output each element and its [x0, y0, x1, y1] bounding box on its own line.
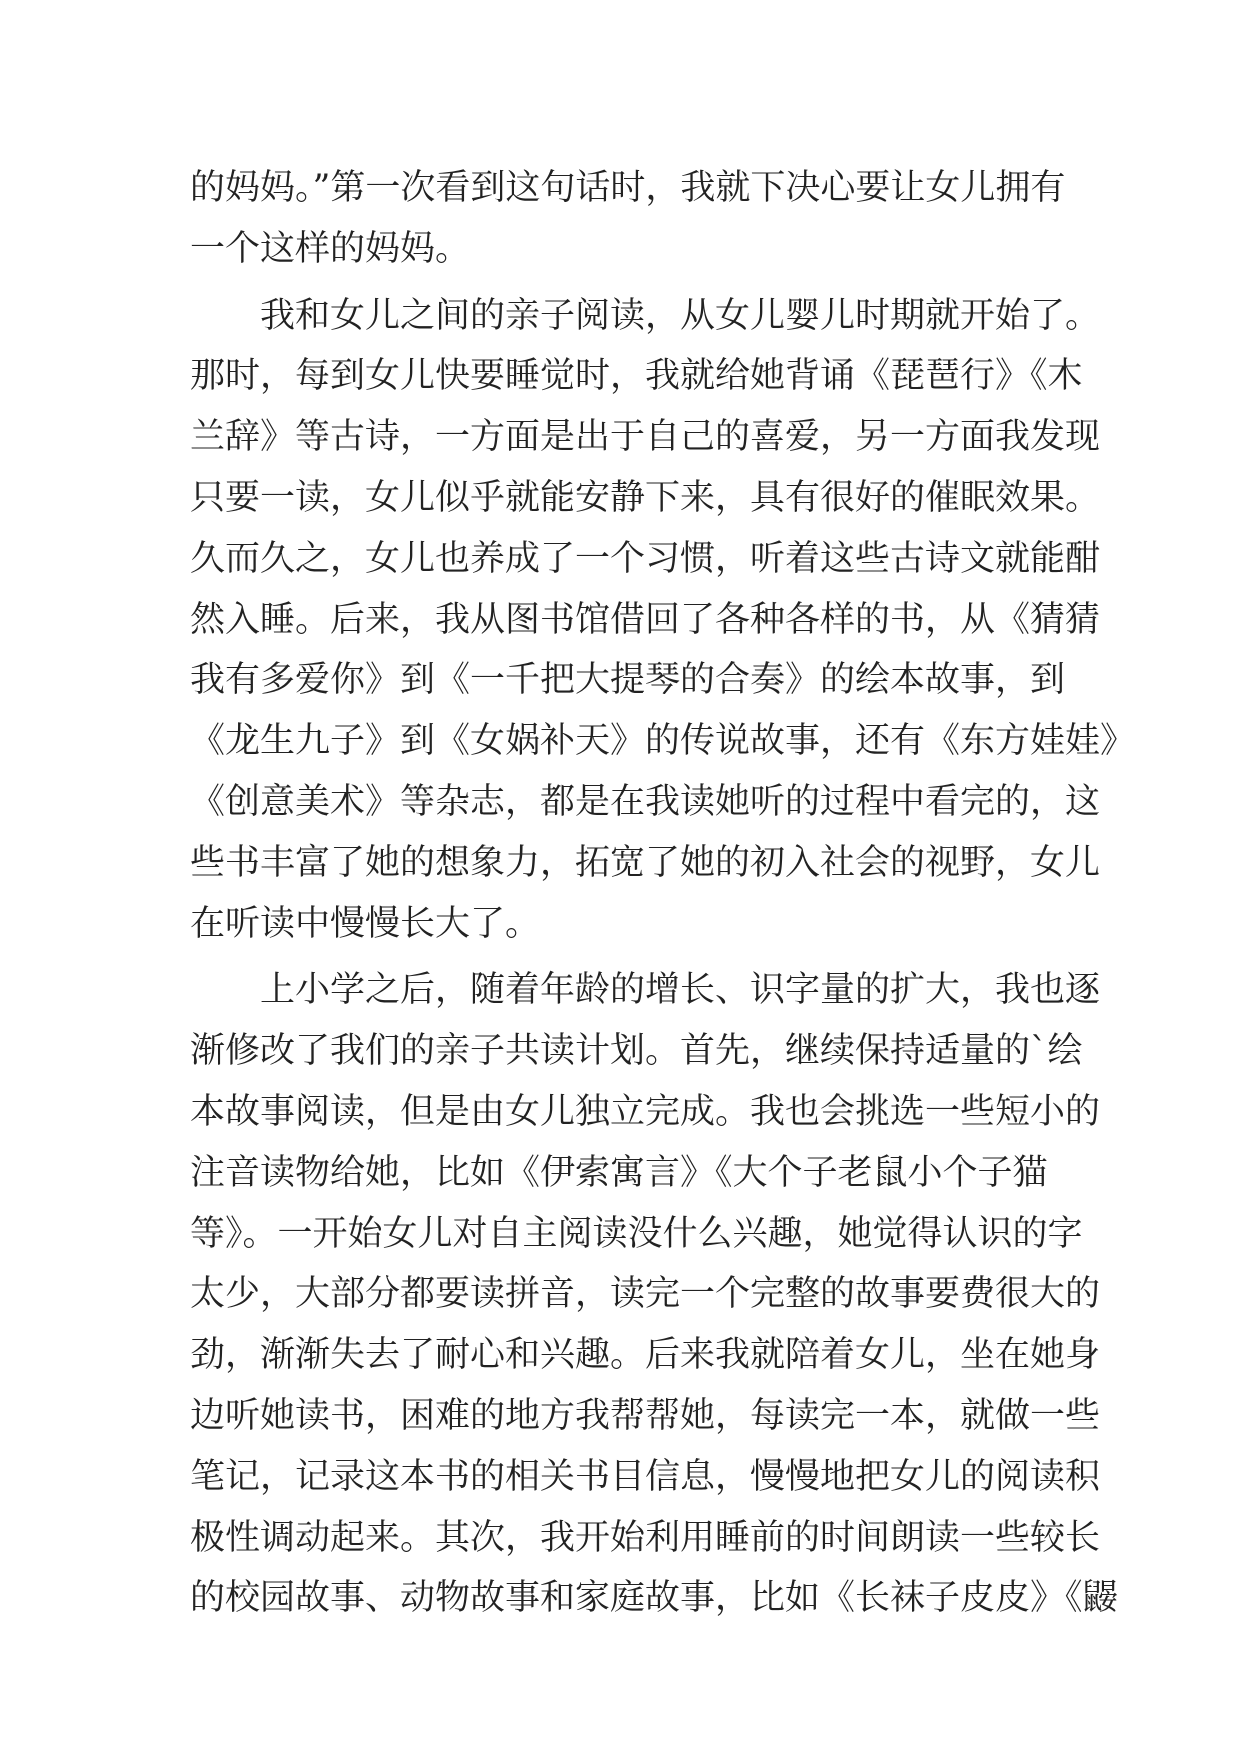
- text-line: 兰辞》等古诗，一方面是出于自己的喜爱，另一方面我发现: [190, 417, 1101, 458]
- text-line: 《创意美术》等杂志，都是在我读她听的过程中看完的，这: [190, 781, 1101, 822]
- text-line: 些书丰富了她的想象力，拓宽了她的初入社会的视野，女儿: [190, 842, 1101, 883]
- text-line: 注音读物给她，比如《伊索寓言》《大个子老鼠小个子猫: [190, 1152, 1048, 1193]
- text-line: 等》。一开始女儿对自主阅读没什么兴趣，她觉得认识的字: [190, 1213, 1083, 1254]
- paragraph-1: [190, 158, 1070, 280]
- text-line: 笔记，记录这本书的相关书目信息，慢慢地把女儿的阅读积: [190, 1456, 1101, 1497]
- body-text: [190, 158, 1136, 1629]
- text-line: 太少，大部分都要读拼音，读完一个完整的故事要费很大的: [190, 1274, 1101, 1315]
- text-line: 只要一读，女儿似乎就能安静下来，具有很好的催眠效果。: [190, 477, 1101, 518]
- text-line: 极性调动起来。其次，我开始利用睡前的时间朗读一些较长: [190, 1517, 1101, 1558]
- text-line: 那时，每到女儿快要睡觉时，我就给她背诵《琵琶行》《木: [190, 356, 1083, 397]
- paragraph-3: [190, 960, 1118, 1629]
- text-line: 的妈妈。”第一次看到这句话时，我就下决心要让女儿拥有: [190, 168, 1066, 208]
- text-line: 一个这样的妈妈。: [190, 228, 471, 269]
- text-line: 边听她读书，困难的地方我帮帮她，每读完一本，就做一些: [190, 1395, 1101, 1436]
- text-line: 久而久之，女儿也养成了一个习惯，听着这些古诗文就能酣: [190, 538, 1101, 579]
- text-line: 我和女儿之间的亲子阅读，从女儿婴儿时期就开始了。: [260, 295, 1101, 336]
- text-line: 本故事阅读，但是由女儿独立完成。我也会挑选一些短小的: [190, 1091, 1101, 1132]
- text-line: 的校园故事、动物故事和家庭故事，比如《长袜子皮皮》《鼹: [190, 1578, 1118, 1619]
- text-line: 上小学之后，随着年龄的增长、识字量的扩大，我也逐: [260, 970, 1101, 1011]
- paragraph-2: [190, 286, 1136, 955]
- text-line: 劲，渐渐失去了耐心和兴趣。后来我就陪着女儿，坐在她身: [190, 1335, 1101, 1376]
- text-line: 渐修改了我们的亲子共读计划。首先，继续保持适量的`绘: [190, 1031, 1083, 1072]
- text-line: 我有多爱你》到《一千把大提琴的合奏》的绘本故事，到: [190, 660, 1066, 701]
- text-line: 在听读中慢慢长大了。: [190, 903, 541, 944]
- text-line: 《龙生九子》到《女娲补天》的传说故事，还有《东方娃娃》: [190, 721, 1136, 762]
- text-line: 然入睡。后来，我从图书馆借回了各种各样的书，从《猜猜: [190, 599, 1101, 640]
